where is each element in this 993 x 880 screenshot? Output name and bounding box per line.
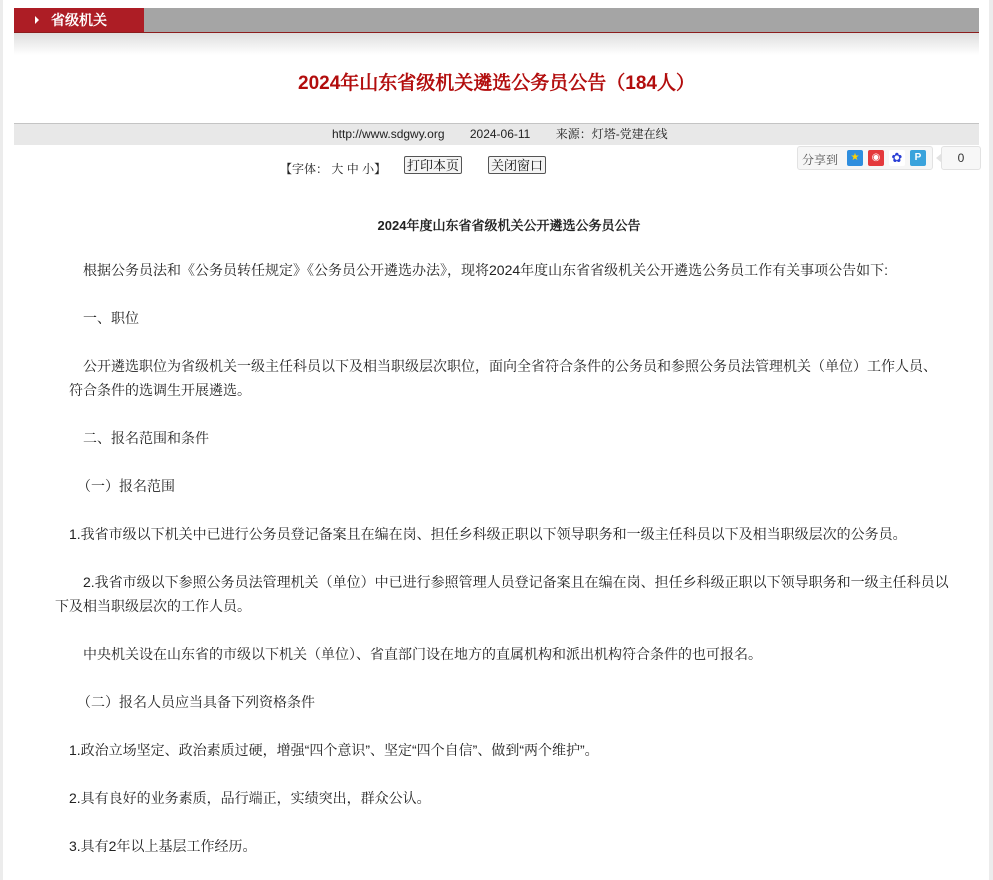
meta-site-url[interactable]: http://www.sdgwy.org xyxy=(332,127,445,141)
paragraph: 2.我省市级以下参照公务员法管理机关（单位）中已进行参照管理人员登记备案且在编在岗、担任乡科级正职以下领导职务和一级主任科员以下及相当职级层次的工作人员。 xyxy=(55,574,949,614)
share-count: 0 xyxy=(941,146,981,170)
document-title: 2024年度山东省省级机关公开遴选公务员公告 xyxy=(377,218,641,233)
font-size-control xyxy=(280,160,386,177)
section-heading: 一、职位 xyxy=(83,310,139,326)
qzone-icon[interactable]: ★ xyxy=(847,150,863,166)
share-label: 分享到 xyxy=(802,153,839,167)
paragraph: 1.我省市级以下机关中已进行公务员登记备案且在编在岗、担任乡科级正职以下领导职务和一级主任科员以下及相当职级层次的公务员。 xyxy=(69,526,907,542)
font-size-large[interactable]: 大 xyxy=(331,162,344,176)
paragraph: 根据公务员法和《公务员转任规定》《公务员公开遴选办法》，现将2024年度山东省省级机关公开遴选公务员工作有关事项公告如下: xyxy=(83,262,889,278)
section-heading: 二、报名范围和条件 xyxy=(83,430,209,446)
paragraph: 公开遴选职位为省级机关一级主任科员以下及相当职级层次职位，面向全省符合条件的公务员和参照公务员法管理机关（单位）工作人员、符合条件的选调生开展遴选。 xyxy=(69,358,937,398)
tencent-icon[interactable]: P xyxy=(910,150,926,166)
font-size-small[interactable]: 小 xyxy=(362,162,375,176)
paragraph: 3.具有2年以上基层工作经历。 xyxy=(69,838,257,854)
article-body xyxy=(55,218,949,858)
subsection-heading: （二）报名人员应当具备下列资格条件 xyxy=(77,694,315,710)
print-page-button[interactable]: 打印本页 xyxy=(404,156,462,174)
paragraph: 2.具有良好的业务素质，品行端正，实绩突出，群众公认。 xyxy=(69,790,431,806)
category-bar xyxy=(14,8,979,33)
meta-date: 2024-06-11 xyxy=(469,127,531,141)
triangle-right-icon xyxy=(35,16,39,24)
page-scrollbar[interactable] xyxy=(989,0,993,880)
category-label: 省级机关 xyxy=(51,12,107,28)
share-bar xyxy=(797,146,933,170)
font-size-medium[interactable]: 中 xyxy=(346,162,359,176)
weibo-icon[interactable]: ◉ xyxy=(868,150,884,166)
category-bar-shadow xyxy=(14,33,979,55)
paragraph: 1.政治立场坚定、政治素质过硬，增强“四个意识”、坚定“四个自信”、做到“两个维护”。 xyxy=(69,742,599,758)
page-left-border xyxy=(0,0,3,880)
baidu-icon[interactable]: ✿ xyxy=(889,150,905,166)
article-title: 2024年山东省级机关遴选公务员公告（184人） xyxy=(298,73,695,94)
font-bracket-close: 】 xyxy=(374,162,387,176)
paragraph: 中央机关设在山东省的市级以下机关（单位）、省直部门设在地方的直属机构和派出机构符合条件的也可报名。 xyxy=(83,646,762,662)
article-meta-bar xyxy=(14,123,979,145)
meta-source: 来源：灯塔-党建在线 xyxy=(555,127,668,141)
category-tab[interactable] xyxy=(14,8,144,32)
font-bracket-open: 【字体： xyxy=(280,162,329,176)
close-window-button[interactable]: 关闭窗口 xyxy=(488,156,546,174)
subsection-heading: （一）报名范围 xyxy=(77,478,175,494)
